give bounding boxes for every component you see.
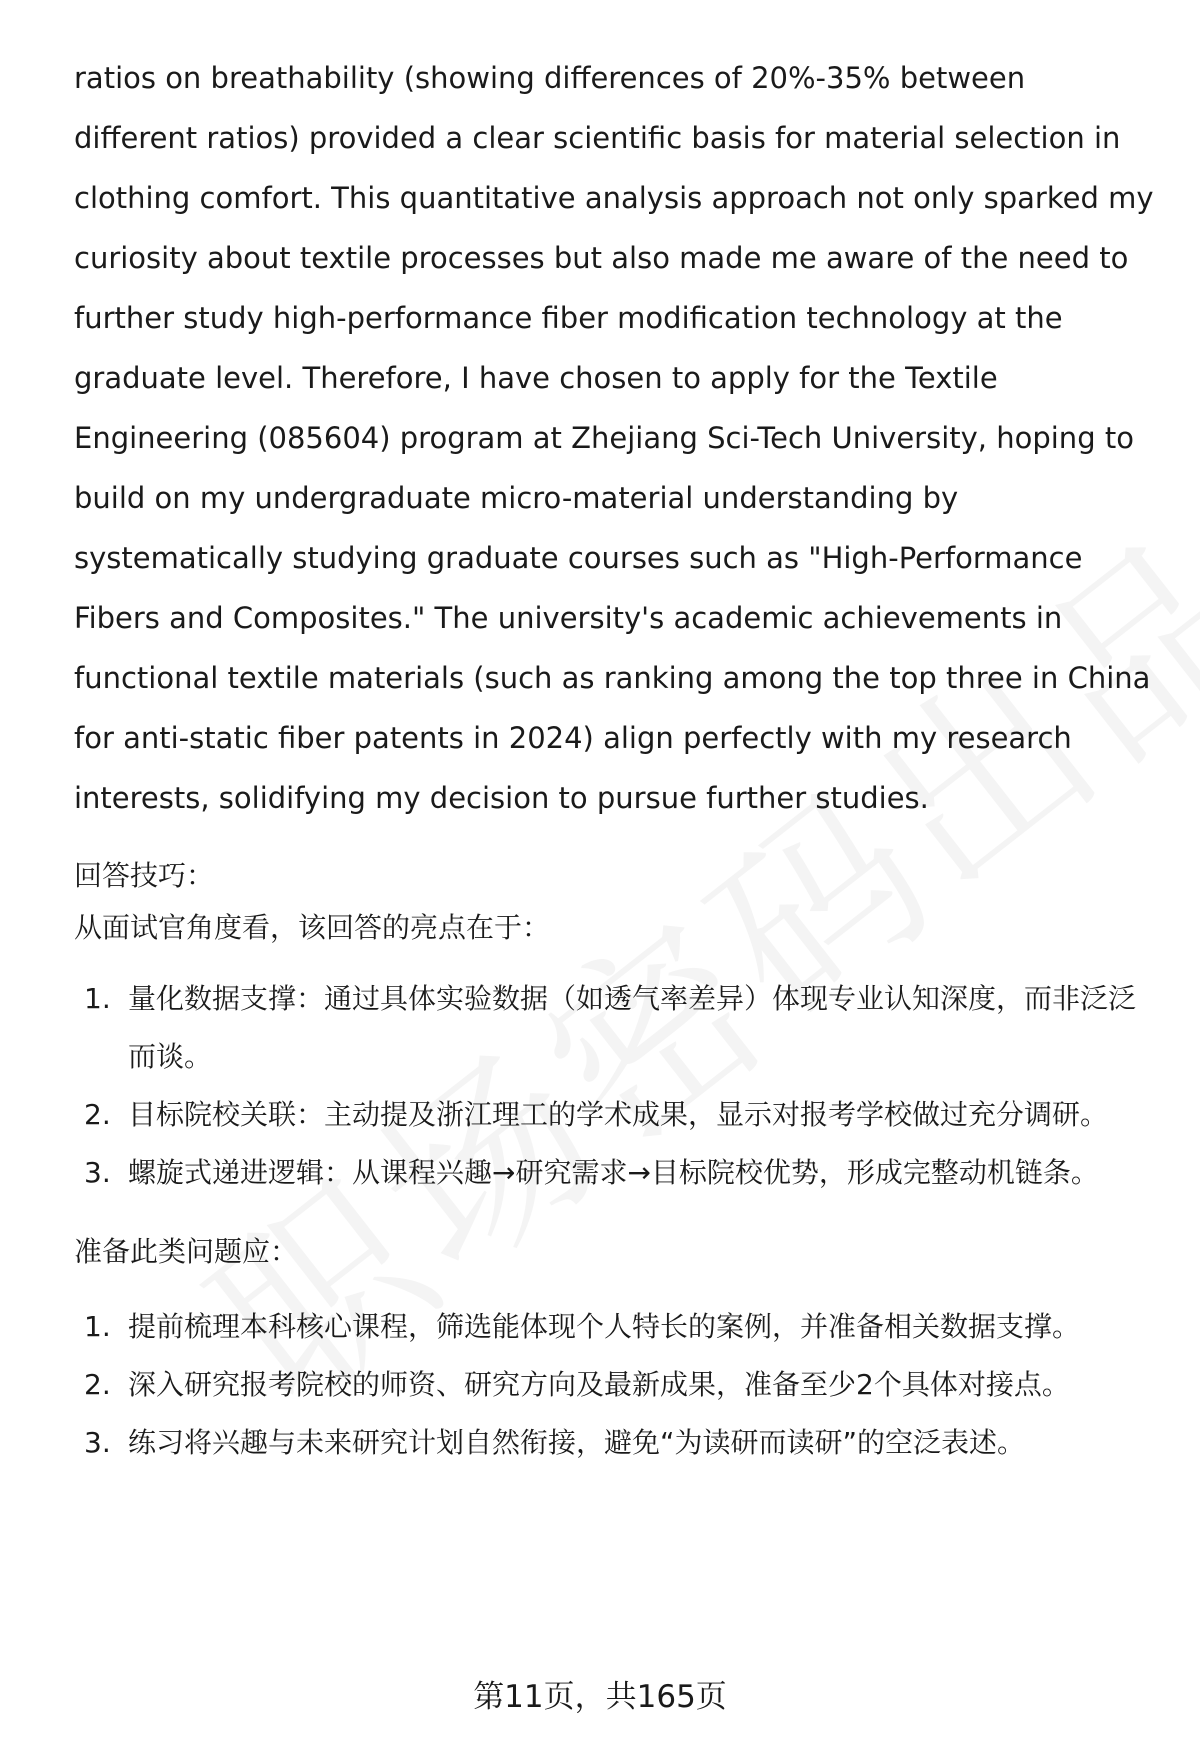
list-item bbox=[74, 1356, 1154, 1414]
list-text: 量化数据支撑：通过具体实验数据（如透气率差异）体现专业认知深度，而非泛泛而谈。 bbox=[128, 982, 1137, 1073]
list-item bbox=[74, 1086, 1154, 1144]
list-number: 3. bbox=[84, 1426, 111, 1459]
tips-heading: 回答技巧： bbox=[74, 859, 215, 892]
tips-intro: 从面试官角度看，该回答的亮点在于： bbox=[74, 911, 551, 944]
list-number: 2. bbox=[84, 1368, 111, 1401]
list-number: 1. bbox=[84, 982, 111, 1015]
list-number: 2. bbox=[84, 1098, 111, 1131]
list-item bbox=[74, 1414, 1154, 1472]
list-text: 目标院校关联：主动提及浙江理工的学术成果，显示对报考学校做过充分调研。 bbox=[128, 1098, 1109, 1131]
list-text: 深入研究报考院校的师资、研究方向及最新成果，准备至少2个具体对接点。 bbox=[128, 1368, 1070, 1401]
list-number: 1. bbox=[84, 1310, 111, 1343]
page-content bbox=[74, 48, 1154, 1472]
list-item bbox=[74, 1298, 1154, 1356]
page-footer: 第11页，共165页 bbox=[473, 1679, 727, 1715]
body-paragraph: ratios on breathability (showing differences of 20%-35% between different ratios) provided a clear scientific basis for material selection in clothing comfort. This quantitative analysis approach not only sparked my curiosity about textile processes but also made me aware of the need to further study high-performance fiber modification technology at the graduate level. Therefore, I have chosen to apply for the Textile Engineering (085604) program at Zhejiang Sci-Tech University, hoping to build on my undergraduate micro-material understanding by systematically studying graduate courses such as "High-Performance Fibers and Composites." The university's academic achievements in functional textile materials (such as ranking among the top three in China for anti-static fiber patents in 2024) align perfectly with my research interests, solidifying my decision to pursue further studies. bbox=[74, 61, 1154, 815]
list-number: 3. bbox=[84, 1156, 111, 1189]
list-item bbox=[74, 1144, 1154, 1202]
list-text: 练习将兴趣与未来研究计划自然衔接，避免“为读研而读研”的空泛表述。 bbox=[128, 1426, 1026, 1459]
prep-heading: 准备此类问题应： bbox=[74, 1235, 299, 1268]
list-text: 提前梳理本科核心课程，筛选能体现个人特长的案例，并准备相关数据支撑。 bbox=[128, 1310, 1081, 1343]
list-item bbox=[74, 970, 1154, 1086]
prep-list bbox=[74, 1298, 1154, 1472]
list-text: 螺旋式递进逻辑：从课程兴趣→研究需求→目标院校优势，形成完整动机链条。 bbox=[128, 1156, 1099, 1189]
tips-list bbox=[74, 970, 1154, 1202]
